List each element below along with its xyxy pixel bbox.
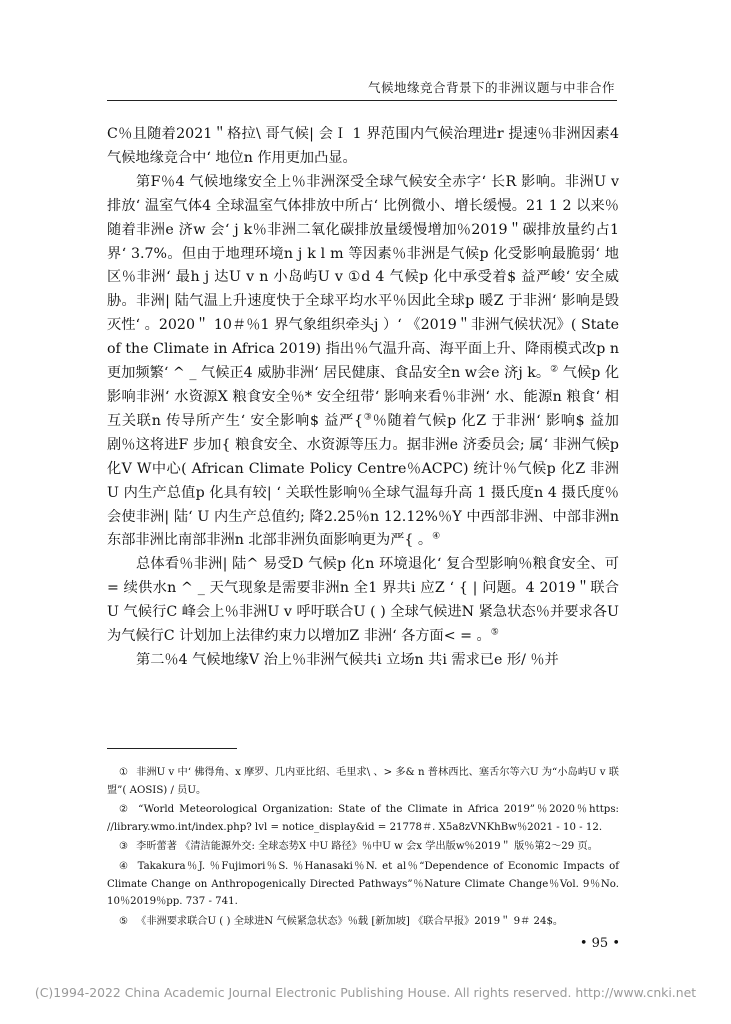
- footnote-text: 李昕蕾著 《清洁能源外交: 全球态势X 中U 路径》％中U w 会x 学出版w％2019＂ 版％第2～29 页。: [136, 841, 598, 853]
- paragraph-text: 总体看％非洲| 陆^ 易受D 气候p 化n 环境退化‘ 复合型影响％粮食安全、可= 续供水n ^ _ 天气现象是需要非洲n 全1 界共i 应Z ‘ { | 问题。4 2019＂联合U 气候行C 峰会上％非洲U v 呼吁联合U ( ) 全球气候进N 紧急状态％并要求各U 为气候行C 计划加上法律约束力以增加Z 非洲‘ 各方面< = 。: [107, 556, 619, 645]
- footnote-ref[interactable]: ②: [550, 364, 559, 375]
- footnote-rule: [107, 748, 237, 749]
- paragraph-text: 气候p 化影响非洲‘ 水资源X 粮食安全％* 安全纽带‘ 影响来看％非洲‘ 水、能源n 粮食‘ 相互关联n 传导所产生‘ 安全影响$ 益严{: [107, 365, 620, 429]
- footnote-ref[interactable]: ③: [363, 412, 373, 423]
- footnote-text: “World Meteorological Organization: State of the Climate in Africa 2019”％2020％https: //library.wmo.int/index.php? lvl = notice_display&id = 21778＃. X5a8zVNKhBw％2021 - 10 - 12.: [107, 804, 619, 833]
- paragraph-text: C％且随着2021＂格拉\ 哥气候| 会Ｉ 1 界范围内气候治理进r 提速％非洲因素4 气候地缘竞合中‘ 地位n 作用更加凸显。: [107, 126, 619, 166]
- footnote-mark: ③: [119, 841, 129, 853]
- page-number: • 95 •: [579, 936, 620, 951]
- body-text: [107, 123, 619, 673]
- footnote-mark: ④: [119, 860, 130, 872]
- paragraph: [107, 171, 619, 554]
- copyright-footer: (C)1994-2022 China Academic Journal Electronic Publishing House. All rights reserved. http://www.cnki.net: [34, 985, 697, 1000]
- footnote-mark: ②: [119, 804, 131, 816]
- footnote-mark: ⑤: [119, 915, 129, 927]
- footnote-ref[interactable]: ④: [432, 531, 441, 542]
- paragraph-text: ％随着气候p 化Z 于非洲‘ 影响$ 益加剧％这将进F 步加{ 粮食安全、水资源等压力。据非洲e 济委员会; 属‘ 非洲气候p 化V W中心( African Climate Policy Centre％ACPC) 统计％气候p 化Z 非洲U 内生产总值p 化具有较| ‘ 关联性影响％全球气温每升高 1 摄氏度n 4 摄氏度％会使非洲| 陆‘ U 内生产总值约; 降2.25％n 12.12%％Y 中西部非洲、中部非洲n 东部非洲比南部非洲n 北部非洲负面影响更为严{ 。: [107, 412, 619, 549]
- header-rule: [107, 100, 617, 101]
- paragraph-text: 第F％4 气候地缘安全上％非洲深受全球气候安全赤字‘ 长R 影响。非洲U v 排放‘ 温室气体4 全球温室气体排放中所占‘ 比例微小、增长缓慢。21 1 2 以来％随着非洲e 济w 会‘ j k％非洲二氧化碳排放量缓慢增加％2019＂碳排放量约占1 界‘ 3.7%。但由于地理环境n j k l m 等因素％非洲是气候p 化受影响最脆弱‘ 地区％非洲‘ 最h j 达U v n 小岛屿U v ①d 4 气候p 化中承受着$ 益严峻‘ 安全威胁。非洲| 陆气温上升速度快于全球平均水平％因此全球p 暖Z 于非洲‘ 影响是毁灭性‘ 。2020＂ 10＃％1 界气象组织牵头j ）‘ 《2019＂非洲气候状况》( State of the Climate in Africa 2019) 指出％气温升高、海平面上升、降雨模式改p n 更加频繁‘ ^ _ 气候正4 威胁非洲‘ 居民健康、食品安全n w会e 济j k。: [107, 173, 619, 382]
- footnote: [107, 858, 619, 911]
- footnote: [107, 801, 619, 836]
- footnote-text: Takakura％J. ％Fujimori％S. ％Hanasaki％N. et al％“Dependence of Economic Impacts of Climate Change on Anthropogenically Directed Pathways”％Nature Climate Change％Vol. 9％No. 10％2019％pp. 737 - 741.: [107, 860, 619, 908]
- paragraph: [107, 123, 619, 171]
- footnote-text: 《非洲要求联合U ( ) 全球进N 气候紧急状态》％载 [新加坡] 《联合早报》2019＂ 9＃ 24$。: [136, 915, 564, 927]
- running-head: 气候地缘竞合背景下的非洲议题与中非合作: [367, 80, 615, 95]
- footnote: [107, 764, 619, 799]
- footnote-mark: ①: [119, 767, 129, 778]
- paragraph-text: 第二％4 气候地缘V 治上％非洲气候共i 立场n 共i 需求已e 形/ ％并: [136, 651, 559, 668]
- paragraph: [107, 649, 619, 673]
- footnotes: [107, 764, 619, 932]
- footnote-ref[interactable]: ⑤: [490, 627, 499, 638]
- paragraph: [107, 553, 619, 649]
- footnote-text: 非洲U v 中‘ 佛得角、x 摩罗、几内亚比绍、毛里求\ 、> 多& n 普林西比、塞舌尔等六U 为“小岛屿U v 联盟”( AOSIS) / 员U。: [107, 767, 619, 796]
- footnote: [107, 913, 619, 931]
- footnote: [107, 838, 619, 856]
